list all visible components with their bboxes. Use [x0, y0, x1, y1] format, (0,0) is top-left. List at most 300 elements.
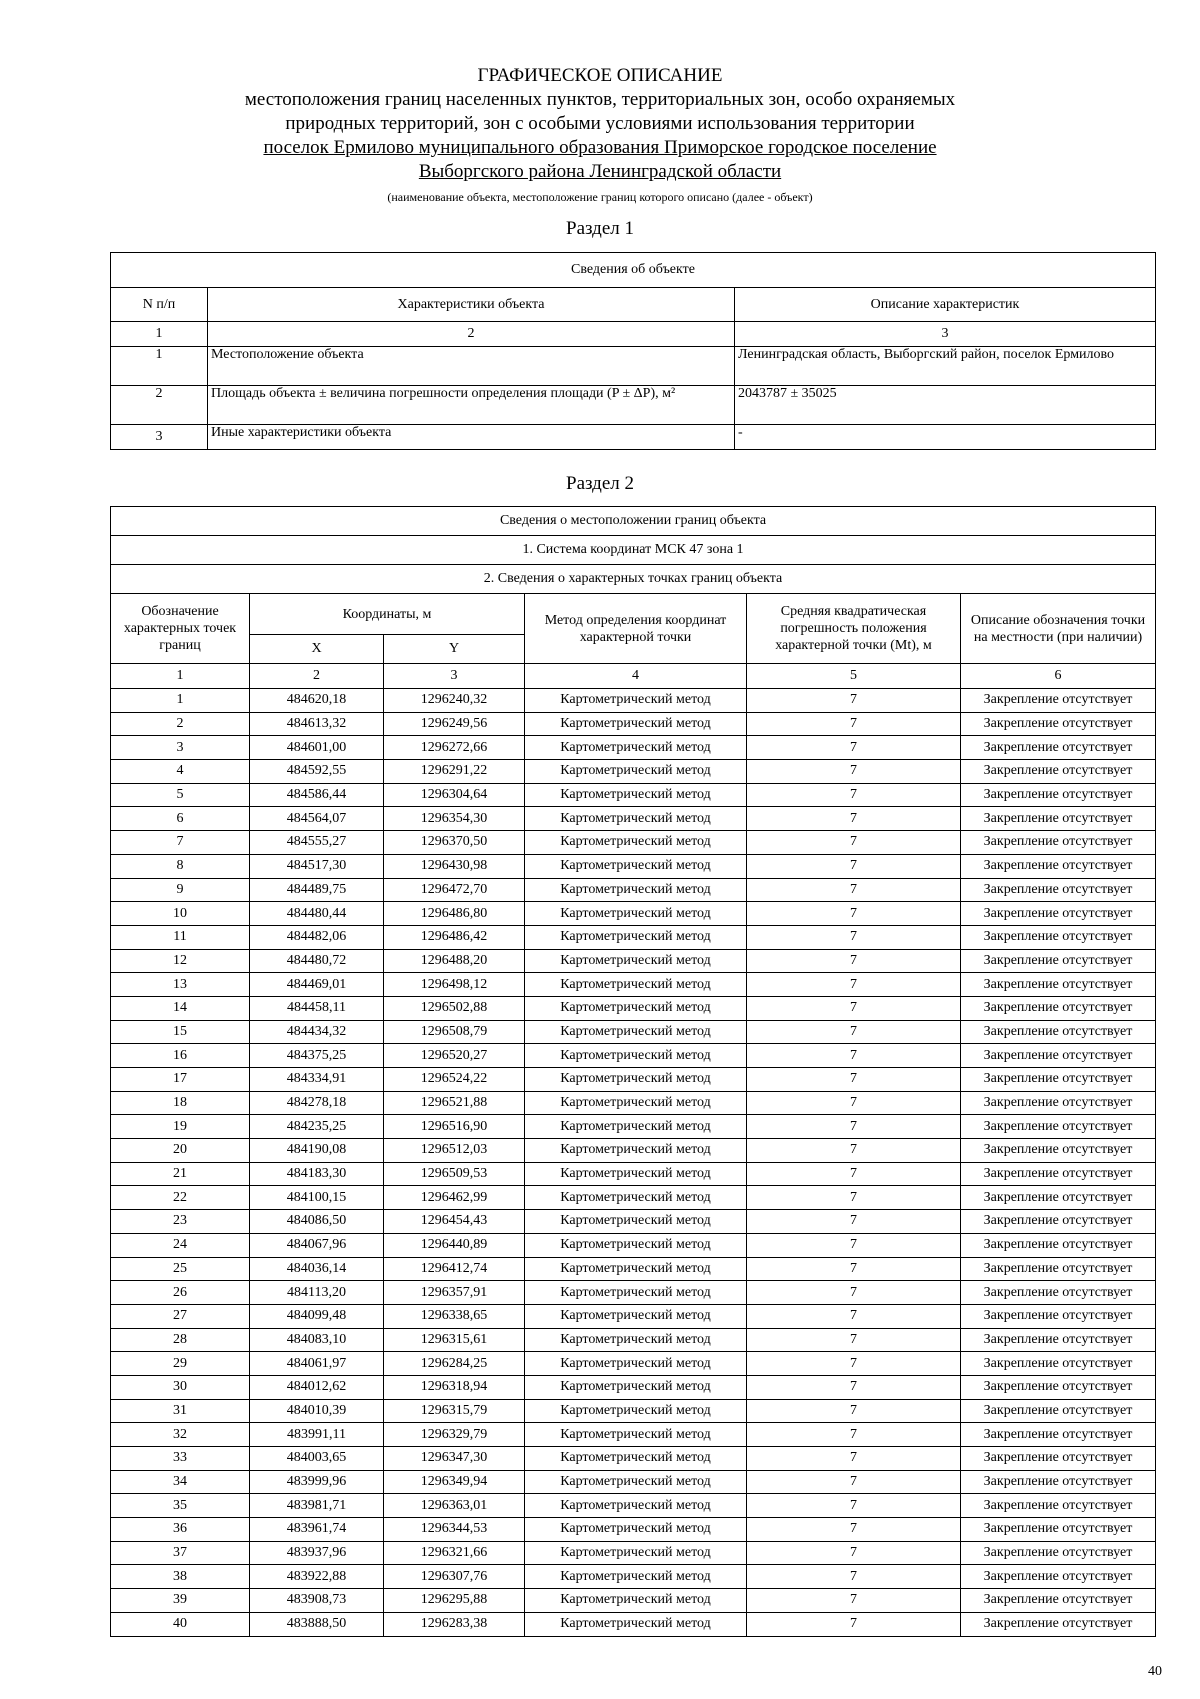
- error-value: 7: [747, 831, 961, 855]
- point-number: 10: [111, 902, 250, 926]
- coordinate-system: 1. Система координат МСК 47 зона 1: [111, 536, 1156, 565]
- error-value: 7: [747, 925, 961, 949]
- table-row: [111, 1565, 1156, 1589]
- y-coordinate: 1296304,64: [384, 783, 525, 807]
- point-description: Закрепление отсутствует: [961, 760, 1156, 784]
- point-description: Закрепление отсутствует: [961, 973, 1156, 997]
- row-desc: Ленинградская область, Выборгский район, поселок Ермилово: [735, 347, 1156, 386]
- x-coordinate: 484113,20: [250, 1281, 384, 1305]
- y-coordinate: 1296295,88: [384, 1589, 525, 1613]
- error-value: 7: [747, 1423, 961, 1447]
- point-description: Закрепление отсутствует: [961, 1447, 1156, 1471]
- index-cell: 2: [250, 664, 384, 689]
- table-row: [111, 736, 1156, 760]
- table-row: [111, 925, 1156, 949]
- point-description: Закрепление отсутствует: [961, 1304, 1156, 1328]
- error-value: 7: [747, 1352, 961, 1376]
- point-number: 34: [111, 1470, 250, 1494]
- point-description: Закрепление отсутствует: [961, 1020, 1156, 1044]
- point-number: 28: [111, 1328, 250, 1352]
- x-coordinate: 484278,18: [250, 1091, 384, 1115]
- point-description: Закрепление отсутствует: [961, 1044, 1156, 1068]
- method: Картометрический метод: [525, 712, 747, 736]
- y-coordinate: 1296291,22: [384, 760, 525, 784]
- method: Картометрический метод: [525, 1091, 747, 1115]
- object-info-table: [110, 252, 1156, 450]
- table-row: [111, 1186, 1156, 1210]
- error-value: 7: [747, 996, 961, 1020]
- table-row: [111, 689, 1156, 713]
- method: Картометрический метод: [525, 1399, 747, 1423]
- method: Картометрический метод: [525, 1020, 747, 1044]
- x-coordinate: 484517,30: [250, 854, 384, 878]
- point-number: 21: [111, 1162, 250, 1186]
- y-coordinate: 1296516,90: [384, 1115, 525, 1139]
- y-coordinate: 1296508,79: [384, 1020, 525, 1044]
- table-row: [111, 1304, 1156, 1328]
- boundary-points-table: [110, 506, 1156, 1637]
- title-line-4: поселок Ермилово муниципального образования Приморское городское поселение: [263, 137, 937, 158]
- point-description: Закрепление отсутствует: [961, 1518, 1156, 1542]
- col-desc-header: Описание характеристик: [735, 288, 1156, 322]
- point-description: Закрепление отсутствует: [961, 1210, 1156, 1234]
- y-coordinate: 1296318,94: [384, 1375, 525, 1399]
- point-number: 5: [111, 783, 250, 807]
- x-coordinate: 484100,15: [250, 1186, 384, 1210]
- x-coordinate: 484489,75: [250, 878, 384, 902]
- error-value: 7: [747, 878, 961, 902]
- point-description: Закрепление отсутствует: [961, 1233, 1156, 1257]
- row-char: Иные характеристики объекта: [208, 425, 735, 450]
- x-coordinate: 484036,14: [250, 1257, 384, 1281]
- method: Картометрический метод: [525, 760, 747, 784]
- col-num-header: N п/п: [111, 288, 208, 322]
- x-coordinate: 484613,32: [250, 712, 384, 736]
- method: Картометрический метод: [525, 831, 747, 855]
- point-number: 14: [111, 996, 250, 1020]
- point-number: 30: [111, 1375, 250, 1399]
- title-line-5: Выборгского района Ленинградской области: [418, 161, 782, 182]
- x-coordinate: 484190,08: [250, 1139, 384, 1163]
- table-row: [111, 712, 1156, 736]
- point-number: 38: [111, 1565, 250, 1589]
- error-value: 7: [747, 1304, 961, 1328]
- y-coordinate: 1296462,99: [384, 1186, 525, 1210]
- y-coordinate: 1296412,74: [384, 1257, 525, 1281]
- y-coordinate: 1296486,42: [384, 925, 525, 949]
- method: Картометрический метод: [525, 925, 747, 949]
- x-coordinate: 484375,25: [250, 1044, 384, 1068]
- y-coordinate: 1296321,66: [384, 1541, 525, 1565]
- y-coordinate: 1296488,20: [384, 949, 525, 973]
- y-coordinate: 1296349,94: [384, 1470, 525, 1494]
- error-value: 7: [747, 1210, 961, 1234]
- x-coordinate: 484480,44: [250, 902, 384, 926]
- y-coordinate: 1296284,25: [384, 1352, 525, 1376]
- error-value: 7: [747, 1518, 961, 1542]
- index-cell: 3: [384, 664, 525, 689]
- index-cell: 6: [961, 664, 1156, 689]
- error-value: 7: [747, 1257, 961, 1281]
- table-row: [111, 1541, 1156, 1565]
- point-description: Закрепление отсутствует: [961, 1589, 1156, 1613]
- index-cell: 2: [208, 322, 735, 347]
- y-coordinate: 1296502,88: [384, 996, 525, 1020]
- col-coords-header: Координаты, м: [250, 594, 525, 635]
- section2-heading: Раздел 2: [566, 473, 634, 494]
- table-row: [111, 1470, 1156, 1494]
- x-coordinate: 484592,55: [250, 760, 384, 784]
- y-coordinate: 1296329,79: [384, 1423, 525, 1447]
- point-description: Закрепление отсутствует: [961, 854, 1156, 878]
- method: Картометрический метод: [525, 1375, 747, 1399]
- x-coordinate: 484012,62: [250, 1375, 384, 1399]
- title-line-1: ГРАФИЧЕСКОЕ ОПИСАНИЕ: [477, 65, 723, 86]
- col-y-header: Y: [384, 635, 525, 664]
- index-cell: 3: [735, 322, 1156, 347]
- point-description: Закрепление отсутствует: [961, 1328, 1156, 1352]
- x-coordinate: 483981,71: [250, 1494, 384, 1518]
- table-row: [111, 1162, 1156, 1186]
- point-description: Закрепление отсутствует: [961, 1115, 1156, 1139]
- table-row: [111, 1447, 1156, 1471]
- point-description: Закрепление отсутствует: [961, 902, 1156, 926]
- table2-subcaption: 2. Сведения о характерных точках границ объекта: [111, 565, 1156, 594]
- method: Картометрический метод: [525, 783, 747, 807]
- error-value: 7: [747, 1612, 961, 1636]
- x-coordinate: 483922,88: [250, 1565, 384, 1589]
- error-value: 7: [747, 973, 961, 997]
- point-number: 36: [111, 1518, 250, 1542]
- point-description: Закрепление отсутствует: [961, 1091, 1156, 1115]
- error-value: 7: [747, 1233, 961, 1257]
- point-description: Закрепление отсутствует: [961, 736, 1156, 760]
- method: Картометрический метод: [525, 1470, 747, 1494]
- point-number: 40: [111, 1612, 250, 1636]
- table-row: [111, 1210, 1156, 1234]
- x-coordinate: 484183,30: [250, 1162, 384, 1186]
- point-description: Закрепление отсутствует: [961, 1352, 1156, 1376]
- point-number: 27: [111, 1304, 250, 1328]
- error-value: 7: [747, 807, 961, 831]
- method: Картометрический метод: [525, 973, 747, 997]
- x-coordinate: 484061,97: [250, 1352, 384, 1376]
- point-number: 22: [111, 1186, 250, 1210]
- point-number: 24: [111, 1233, 250, 1257]
- table-row: [111, 973, 1156, 997]
- col-x-header: X: [250, 635, 384, 664]
- table-row: [111, 1375, 1156, 1399]
- point-description: Закрепление отсутствует: [961, 1494, 1156, 1518]
- row-char: Площадь объекта ± величина погрешности определения площади (P ± ΔP), м²: [208, 386, 735, 425]
- row-num: 1: [111, 347, 208, 386]
- point-description: Закрепление отсутствует: [961, 1565, 1156, 1589]
- table-row: [111, 1352, 1156, 1376]
- point-description: Закрепление отсутствует: [961, 925, 1156, 949]
- x-coordinate: 484003,65: [250, 1447, 384, 1471]
- y-coordinate: 1296454,43: [384, 1210, 525, 1234]
- error-value: 7: [747, 1447, 961, 1471]
- table-row: [111, 783, 1156, 807]
- method: Картометрический метод: [525, 949, 747, 973]
- x-coordinate: 484458,11: [250, 996, 384, 1020]
- point-description: Закрепление отсутствует: [961, 783, 1156, 807]
- table-row: [111, 1139, 1156, 1163]
- row-desc: 2043787 ± 35025: [735, 386, 1156, 425]
- point-number: 1: [111, 689, 250, 713]
- table-row: [111, 1044, 1156, 1068]
- point-number: 19: [111, 1115, 250, 1139]
- point-number: 7: [111, 831, 250, 855]
- y-coordinate: 1296512,03: [384, 1139, 525, 1163]
- row-char: Местоположение объекта: [208, 347, 735, 386]
- method: Картометрический метод: [525, 854, 747, 878]
- method: Картометрический метод: [525, 1210, 747, 1234]
- y-coordinate: 1296354,30: [384, 807, 525, 831]
- index-cell: 1: [111, 664, 250, 689]
- error-value: 7: [747, 1281, 961, 1305]
- method: Картометрический метод: [525, 1068, 747, 1092]
- point-description: Закрепление отсутствует: [961, 1399, 1156, 1423]
- method: Картометрический метод: [525, 996, 747, 1020]
- col-error-header: Средняя квадратическая погрешность положения характерной точки (Mt), м: [747, 594, 961, 664]
- method: Картометрический метод: [525, 1115, 747, 1139]
- table-row: [111, 807, 1156, 831]
- point-description: Закрепление отсутствует: [961, 996, 1156, 1020]
- table-row: [111, 831, 1156, 855]
- y-coordinate: 1296486,80: [384, 902, 525, 926]
- point-number: 12: [111, 949, 250, 973]
- error-value: 7: [747, 1470, 961, 1494]
- document-title: [100, 64, 1100, 184]
- table-row: [111, 1020, 1156, 1044]
- x-coordinate: 484469,01: [250, 973, 384, 997]
- error-value: 7: [747, 736, 961, 760]
- error-value: 7: [747, 1091, 961, 1115]
- method: Картометрический метод: [525, 1233, 747, 1257]
- point-description: Закрепление отсутствует: [961, 831, 1156, 855]
- y-coordinate: 1296357,91: [384, 1281, 525, 1305]
- point-number: 6: [111, 807, 250, 831]
- title-line-2: местоположения границ населенных пунктов, территориальных зон, особо охраняемых: [244, 89, 956, 110]
- points-body: [111, 689, 1156, 1637]
- y-coordinate: 1296272,66: [384, 736, 525, 760]
- table-row: [111, 902, 1156, 926]
- x-coordinate: 484555,27: [250, 831, 384, 855]
- method: Картометрический метод: [525, 1518, 747, 1542]
- error-value: 7: [747, 712, 961, 736]
- method: Картометрический метод: [525, 902, 747, 926]
- point-description: Закрепление отсутствует: [961, 1470, 1156, 1494]
- col-point-header: Обозначение характерных точек границ: [111, 594, 250, 664]
- table-row: [111, 1589, 1156, 1613]
- y-coordinate: 1296363,01: [384, 1494, 525, 1518]
- point-number: 23: [111, 1210, 250, 1234]
- point-number: 35: [111, 1494, 250, 1518]
- point-number: 3: [111, 736, 250, 760]
- error-value: 7: [747, 1139, 961, 1163]
- row-num: 3: [111, 425, 208, 450]
- error-value: 7: [747, 1328, 961, 1352]
- method: Картометрический метод: [525, 1541, 747, 1565]
- y-coordinate: 1296498,12: [384, 973, 525, 997]
- point-number: 32: [111, 1423, 250, 1447]
- error-value: 7: [747, 1565, 961, 1589]
- x-coordinate: 484010,39: [250, 1399, 384, 1423]
- x-coordinate: 483888,50: [250, 1612, 384, 1636]
- x-coordinate: 483991,11: [250, 1423, 384, 1447]
- point-description: Закрепление отсутствует: [961, 1541, 1156, 1565]
- table-row: [111, 1115, 1156, 1139]
- table-row: [111, 1281, 1156, 1305]
- point-description: Закрепление отсутствует: [961, 1186, 1156, 1210]
- method: Картометрический метод: [525, 1162, 747, 1186]
- point-description: Закрепление отсутствует: [961, 1139, 1156, 1163]
- point-description: Закрепление отсутствует: [961, 1068, 1156, 1092]
- point-description: Закрепление отсутствует: [961, 878, 1156, 902]
- x-coordinate: 483961,74: [250, 1518, 384, 1542]
- x-coordinate: 484480,72: [250, 949, 384, 973]
- method: Картометрический метод: [525, 1304, 747, 1328]
- table-row: [111, 996, 1156, 1020]
- y-coordinate: 1296370,50: [384, 831, 525, 855]
- y-coordinate: 1296315,61: [384, 1328, 525, 1352]
- method: Картометрический метод: [525, 1186, 747, 1210]
- method: Картометрический метод: [525, 689, 747, 713]
- point-description: Закрепление отсутствует: [961, 1257, 1156, 1281]
- error-value: 7: [747, 1399, 961, 1423]
- error-value: 7: [747, 1494, 961, 1518]
- error-value: 7: [747, 1020, 961, 1044]
- y-coordinate: 1296249,56: [384, 712, 525, 736]
- point-number: 16: [111, 1044, 250, 1068]
- method: Картометрический метод: [525, 807, 747, 831]
- method: Картометрический метод: [525, 1589, 747, 1613]
- y-coordinate: 1296347,30: [384, 1447, 525, 1471]
- x-coordinate: 484586,44: [250, 783, 384, 807]
- table-row: [111, 1233, 1156, 1257]
- x-coordinate: 484086,50: [250, 1210, 384, 1234]
- error-value: 7: [747, 949, 961, 973]
- point-number: 17: [111, 1068, 250, 1092]
- point-number: 2: [111, 712, 250, 736]
- error-value: 7: [747, 1044, 961, 1068]
- index-cell: 4: [525, 664, 747, 689]
- x-coordinate: 484083,10: [250, 1328, 384, 1352]
- y-coordinate: 1296307,76: [384, 1565, 525, 1589]
- point-number: 33: [111, 1447, 250, 1471]
- y-coordinate: 1296521,88: [384, 1091, 525, 1115]
- point-description: Закрепление отсутствует: [961, 1281, 1156, 1305]
- y-coordinate: 1296338,65: [384, 1304, 525, 1328]
- table-row: [111, 1257, 1156, 1281]
- point-number: 11: [111, 925, 250, 949]
- point-number: 13: [111, 973, 250, 997]
- table-row: [111, 1612, 1156, 1636]
- point-number: 26: [111, 1281, 250, 1305]
- point-description: Закрепление отсутствует: [961, 1375, 1156, 1399]
- x-coordinate: 484067,96: [250, 1233, 384, 1257]
- point-number: 4: [111, 760, 250, 784]
- error-value: 7: [747, 1115, 961, 1139]
- error-value: 7: [747, 854, 961, 878]
- x-coordinate: 484620,18: [250, 689, 384, 713]
- error-value: 7: [747, 1162, 961, 1186]
- table-row: [111, 1399, 1156, 1423]
- col-method-header: Метод определения координат характерной точки: [525, 594, 747, 664]
- x-coordinate: 483908,73: [250, 1589, 384, 1613]
- error-value: 7: [747, 1541, 961, 1565]
- point-number: 20: [111, 1139, 250, 1163]
- point-description: Закрепление отсутствует: [961, 712, 1156, 736]
- point-number: 15: [111, 1020, 250, 1044]
- y-coordinate: 1296524,22: [384, 1068, 525, 1092]
- y-coordinate: 1296283,38: [384, 1612, 525, 1636]
- point-number: 39: [111, 1589, 250, 1613]
- point-number: 8: [111, 854, 250, 878]
- point-description: Закрепление отсутствует: [961, 689, 1156, 713]
- y-coordinate: 1296430,98: [384, 854, 525, 878]
- point-number: 37: [111, 1541, 250, 1565]
- table-row: [111, 1494, 1156, 1518]
- section1-heading: Раздел 1: [566, 218, 634, 239]
- error-value: 7: [747, 1186, 961, 1210]
- method: Картометрический метод: [525, 1044, 747, 1068]
- point-description: Закрепление отсутствует: [961, 1612, 1156, 1636]
- point-number: 29: [111, 1352, 250, 1376]
- method: Картометрический метод: [525, 1494, 747, 1518]
- title-note: (наименование объекта, местоположение границ которого описано (далее - объект): [387, 190, 813, 204]
- method: Картометрический метод: [525, 1328, 747, 1352]
- error-value: 7: [747, 902, 961, 926]
- x-coordinate: 484601,00: [250, 736, 384, 760]
- error-value: 7: [747, 760, 961, 784]
- index-cell: 5: [747, 664, 961, 689]
- table-row: [111, 949, 1156, 973]
- method: Картометрический метод: [525, 878, 747, 902]
- table-row: [111, 760, 1156, 784]
- error-value: 7: [747, 1068, 961, 1092]
- method: Картометрический метод: [525, 1423, 747, 1447]
- table-row: [111, 854, 1156, 878]
- x-coordinate: 484434,32: [250, 1020, 384, 1044]
- x-coordinate: 483937,96: [250, 1541, 384, 1565]
- error-value: 7: [747, 783, 961, 807]
- table-row: [111, 1518, 1156, 1542]
- method: Картометрический метод: [525, 1281, 747, 1305]
- point-number: 25: [111, 1257, 250, 1281]
- col-desc-header: Описание обозначения точки на местности (при наличии): [961, 594, 1156, 664]
- error-value: 7: [747, 689, 961, 713]
- x-coordinate: 484482,06: [250, 925, 384, 949]
- y-coordinate: 1296440,89: [384, 1233, 525, 1257]
- y-coordinate: 1296472,70: [384, 878, 525, 902]
- method: Картометрический метод: [525, 1139, 747, 1163]
- table-row: [111, 1068, 1156, 1092]
- row-num: 2: [111, 386, 208, 425]
- y-coordinate: 1296509,53: [384, 1162, 525, 1186]
- method: Картометрический метод: [525, 1257, 747, 1281]
- y-coordinate: 1296315,79: [384, 1399, 525, 1423]
- y-coordinate: 1296520,27: [384, 1044, 525, 1068]
- row-desc: -: [735, 425, 1156, 450]
- point-number: 31: [111, 1399, 250, 1423]
- page-number: 40: [1148, 1664, 1162, 1679]
- method: Картометрический метод: [525, 1565, 747, 1589]
- x-coordinate: 484099,48: [250, 1304, 384, 1328]
- x-coordinate: 484334,91: [250, 1068, 384, 1092]
- point-number: 18: [111, 1091, 250, 1115]
